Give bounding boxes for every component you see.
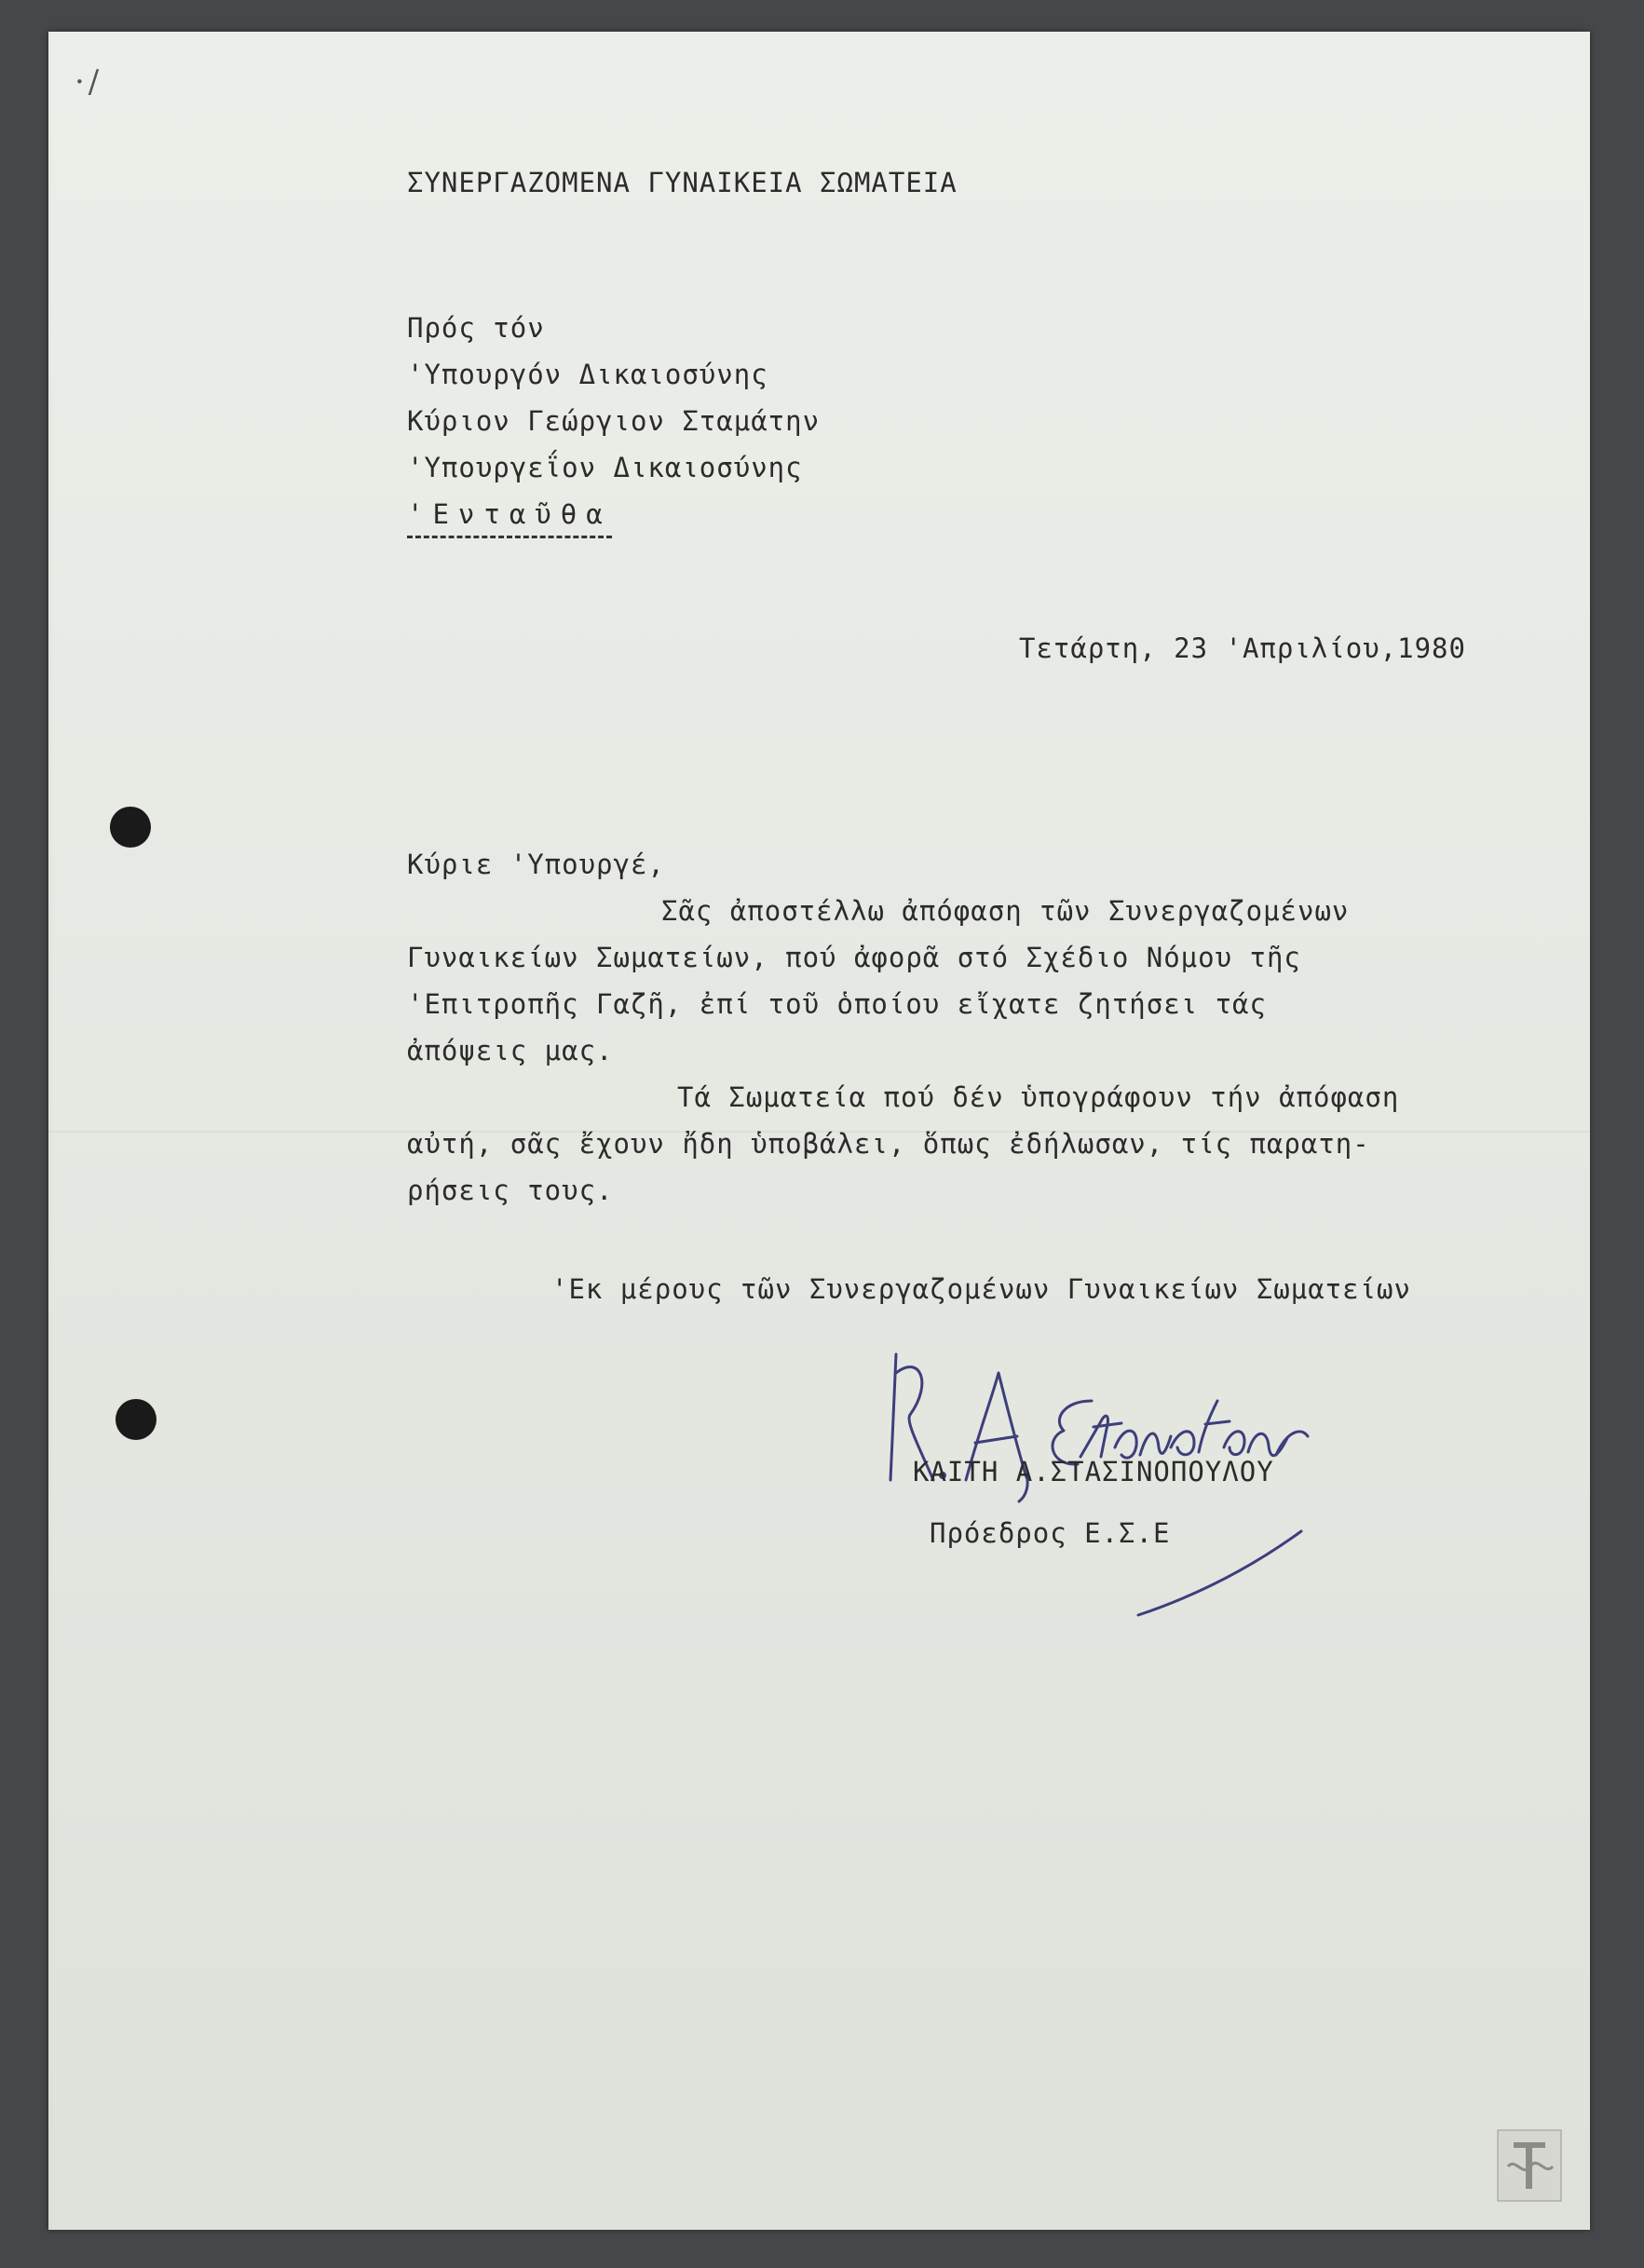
letterhead-title: ΣΥΝΕΡΓΑΖΟΜΕΝΑ ΓΥΝΑΙΚΕΙΑ ΣΩΜΑΤΕΙΑ: [407, 167, 958, 198]
archive-logo-icon: [1497, 2129, 1562, 2202]
signatory-title: Πρόεδρος Ε.Σ.Ε: [930, 1517, 1171, 1549]
recipient-line: 'Υπουργόν Δικαιοσύνης: [407, 359, 768, 390]
recipient-line-underlined: [407, 498, 612, 530]
closing-line: 'Εκ μέρους τῶν Συνεργαζομένων Γυναικείων Σωματείων: [551, 1273, 1411, 1305]
body-line: Σᾶς ἀποστέλλω ἀπόφαση τῶν Συνεργαζομένων: [661, 895, 1350, 927]
recipient-line: 'Υπουργεΐον Δικαιοσύνης: [407, 452, 803, 483]
salutation: Κύριε 'Υπουργέ,: [407, 849, 665, 880]
body-line: ρήσεις τους.: [407, 1175, 614, 1206]
recipient-location: 'Ενταῦθα: [407, 498, 612, 538]
letter-page: [48, 32, 1590, 2230]
recipient-line: Κύριον Γεώργιον Σταμάτην: [407, 405, 821, 437]
recipient-line: Πρός τόν: [407, 312, 545, 344]
body-line: 'Επιτροπῆς Γαζῆ, ἐπί τοῦ ὁποίου εἴχατε ζητήσει τάς: [407, 988, 1267, 1020]
punch-hole-bottom: [115, 1399, 156, 1440]
signatory-name: ΚΑΙΤΗ Α.ΣΤΑΣΙΝΟΠΟΥΛΟΥ: [913, 1456, 1274, 1487]
body-line: Τά Σωματεία πού δέν ὑπογράφουν τήν ἀπόφαση: [677, 1081, 1400, 1113]
body-line: ἀπόψεις μας.: [407, 1035, 614, 1066]
body-line: Γυναικείων Σωματείων, πού ἀφορᾶ στό Σχέδιο Νόμου τῆς: [407, 942, 1301, 973]
punch-hole-top: [110, 807, 151, 848]
corner-mark: ·/: [75, 63, 103, 101]
body-line: αὐτή, σᾶς ἔχουν ἤδη ὑποβάλει, ὅπως ἐδήλωσαν, τίς παρατη-: [407, 1128, 1370, 1160]
letter-date: Τετάρτη, 23 'Απριλίου,1980: [1019, 632, 1466, 664]
